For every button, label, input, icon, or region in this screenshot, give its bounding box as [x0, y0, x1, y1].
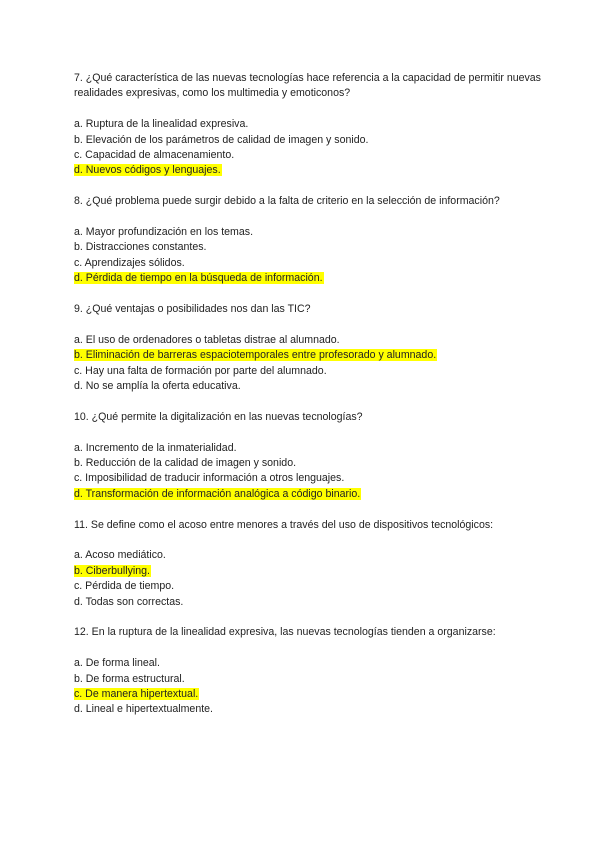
answer-option-text: d. No se amplía la oferta educativa. [74, 380, 241, 393]
quiz-content [74, 71, 544, 733]
answer-option [74, 656, 544, 671]
answer-option-highlighted [74, 271, 544, 286]
question-block [74, 625, 544, 717]
answer-option-text: d. Lineal e hipertextualmente. [74, 703, 213, 716]
answer-option-text: b. De forma estructural. [74, 672, 185, 685]
answer-option-text: b. Reducción de la calidad de imagen y sonido. [74, 457, 297, 470]
answer-option-highlighted [74, 163, 544, 178]
answer-option [74, 702, 544, 717]
answer-option-text: b. Distracciones constantes. [74, 241, 207, 254]
answer-option-text: d. Pérdida de tiempo en la búsqueda de información. [74, 272, 323, 285]
question-text: 10. ¿Qué permite la digitalización en las nuevas tecnologías? [74, 410, 363, 423]
question-text: 11. Se define como el acoso entre menores a través del uso de dispositivos tecnológicos: [74, 518, 494, 531]
question-block [74, 71, 544, 179]
answer-option-text: b. Eliminación de barreras espaciotemporales entre profesorado y alumnado. [74, 349, 437, 362]
answer-option-text: a. Ruptura de la linealidad expresiva. [74, 118, 249, 131]
question-block [74, 410, 544, 502]
answer-option [74, 148, 544, 163]
answer-option [74, 379, 544, 394]
answer-option [74, 133, 544, 148]
question-block [74, 302, 544, 394]
answer-option [74, 256, 544, 271]
answer-option [74, 225, 544, 240]
answer-option-text: c. Aprendizajes sólidos. [74, 256, 185, 269]
answer-option-text: c. Capacidad de almacenamiento. [74, 149, 235, 162]
answer-option [74, 364, 544, 379]
answer-option [74, 333, 544, 348]
answer-option [74, 441, 544, 456]
question-text: 8. ¿Qué problema puede surgir debido a la falta de criterio en la selección de información? [74, 195, 500, 208]
answer-option-text: d. Transformación de información analógica a código binario. [74, 487, 361, 500]
answer-option [74, 117, 544, 132]
answer-option-text: c. Hay una falta de formación por parte del alumnado. [74, 364, 327, 377]
answer-option [74, 471, 544, 486]
answer-option [74, 579, 544, 594]
answer-option-text: a. De forma lineal. [74, 657, 160, 670]
answer-option-text: c. Imposibilidad de traducir información a otros lenguajes. [74, 472, 345, 485]
answer-option-highlighted [74, 348, 544, 363]
answer-option-text: c. De manera hipertextual. [74, 688, 199, 701]
answer-option-text: c. Pérdida de tiempo. [74, 580, 175, 593]
answer-option-text: a. Incremento de la inmaterialidad. [74, 441, 237, 454]
answer-option-text: a. Acoso mediático. [74, 549, 166, 562]
answer-option-text: d. Nuevos códigos y lenguajes. [74, 164, 221, 177]
answer-option [74, 672, 544, 687]
answer-option [74, 548, 544, 563]
answer-option-highlighted [74, 564, 544, 579]
answer-option-text: b. Elevación de los parámetros de calidad de imagen y sonido. [74, 133, 369, 146]
answer-option-text: d. Todas son correctas. [74, 595, 184, 608]
answer-option-highlighted [74, 687, 544, 702]
question-block [74, 518, 544, 610]
answer-option-text: b. Ciberbullying. [74, 564, 150, 577]
answer-option-text: a. El uso de ordenadores o tabletas distrae al alumnado. [74, 333, 340, 346]
answer-option [74, 456, 544, 471]
question-text: 9. ¿Qué ventajas o posibilidades nos dan las TIC? [74, 303, 311, 316]
question-block [74, 194, 544, 286]
question-text: 7. ¿Qué característica de las nuevas tecnologías hace referencia a la capacidad de permitir nuevas realidades expresivas, como los multimedia y emoticonos? [74, 72, 541, 100]
answer-option [74, 595, 544, 610]
answer-option-text: a. Mayor profundización en los temas. [74, 226, 254, 239]
answer-option-highlighted [74, 487, 544, 502]
answer-option [74, 240, 544, 255]
question-text: 12. En la ruptura de la linealidad expresiva, las nuevas tecnologías tienden a organizarse: [74, 626, 496, 639]
